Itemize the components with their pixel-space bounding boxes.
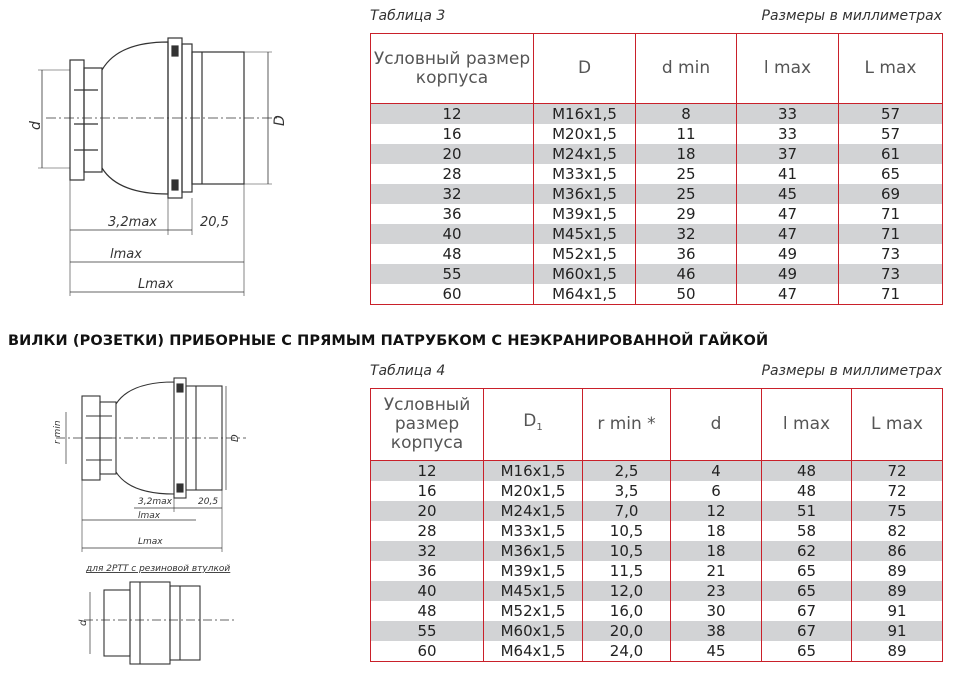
table-cell: M45x1,5 xyxy=(534,224,636,244)
table-cell: 55 xyxy=(371,264,534,284)
table-cell: M16x1,5 xyxy=(484,461,583,482)
table-cell: M24x1,5 xyxy=(484,501,583,521)
drawing2-dim-b: 20,5 xyxy=(198,497,219,507)
table4-header-Lmax: L max xyxy=(852,389,943,461)
table-cell: 36 xyxy=(417,562,437,580)
table-cell: 28 xyxy=(417,522,437,540)
table-cell: 72 xyxy=(852,481,943,501)
table-cell: 8 xyxy=(636,104,737,125)
table3-header-dmin: d min xyxy=(636,34,737,104)
table-cell: 18 xyxy=(671,541,762,561)
table-cell: 28 xyxy=(442,165,462,183)
table-cell: M52x1,5 xyxy=(484,601,583,621)
table-cell: 47 xyxy=(737,204,839,224)
table4-header-lmax: l max xyxy=(762,389,852,461)
table-cell: 12 xyxy=(371,461,484,482)
table-cell: 45 xyxy=(671,641,762,662)
table-row xyxy=(371,224,943,244)
table-row xyxy=(371,164,943,184)
table-cell: 69 xyxy=(839,184,943,204)
drawing2-dim-a: 3,2max xyxy=(138,497,172,507)
table-cell: 21 xyxy=(671,561,762,581)
table-cell: 36 xyxy=(636,244,737,264)
table-cell: 2,5 xyxy=(583,461,671,482)
table-cell: 30 xyxy=(671,601,762,621)
table-cell: 71 xyxy=(839,284,943,305)
table-row xyxy=(371,104,943,125)
table-cell: 60 xyxy=(417,642,437,660)
table3-header-Lmax: L max xyxy=(839,34,943,104)
table-cell: M33x1,5 xyxy=(484,521,583,541)
table-row xyxy=(371,541,943,561)
table4-header-row xyxy=(371,389,943,461)
table4-caption: Таблица 4 xyxy=(370,363,446,379)
table-cell: 86 xyxy=(852,541,943,561)
table-cell: 65 xyxy=(762,581,852,601)
table-cell: M60x1,5 xyxy=(484,621,583,641)
table4-header-d: d xyxy=(671,389,762,461)
table3-caption: Таблица 3 xyxy=(370,8,446,24)
table-cell: M20x1,5 xyxy=(484,481,583,501)
table3-units-note: Размеры в миллиметрах xyxy=(761,8,942,24)
table-cell: 16,0 xyxy=(583,601,671,621)
table-cell: 36 xyxy=(442,205,462,223)
table-cell: 45 xyxy=(737,184,839,204)
table-cell: M16x1,5 xyxy=(534,104,636,125)
table-cell: 75 xyxy=(852,501,943,521)
table-cell: 38 xyxy=(671,621,762,641)
table-cell: 89 xyxy=(852,641,943,662)
table-cell: 12 xyxy=(671,501,762,521)
drawing1-lmax: lmax xyxy=(110,247,142,262)
table-cell: 91 xyxy=(852,601,943,621)
table-row xyxy=(371,581,943,601)
table-cell: 48 xyxy=(417,602,437,620)
table-cell: 33 xyxy=(737,104,839,125)
table-cell: 51 xyxy=(762,501,852,521)
table-cell: 48 xyxy=(442,245,462,263)
table-cell: 61 xyxy=(839,144,943,164)
table-cell: 65 xyxy=(839,164,943,184)
table-cell: 25 xyxy=(636,164,737,184)
drawing1-dim-b: 20,5 xyxy=(200,215,229,230)
table-cell: 82 xyxy=(852,521,943,541)
table-cell: M39x1,5 xyxy=(534,204,636,224)
table-cell: 57 xyxy=(839,124,943,144)
table-cell: 47 xyxy=(737,224,839,244)
table-cell: 32 xyxy=(371,541,484,561)
drawing1-dim-a: 3,2max xyxy=(108,215,157,230)
table-cell: 71 xyxy=(839,224,943,244)
table-row xyxy=(371,124,943,144)
connector-drawing-middle xyxy=(46,372,256,577)
table-cell: 11,5 xyxy=(583,561,671,581)
drawing2-lmax: lmax xyxy=(138,511,161,521)
table-row xyxy=(371,641,943,662)
table3-header-row xyxy=(371,34,943,104)
table3 xyxy=(370,33,943,305)
table-cell: 3,5 xyxy=(583,481,671,501)
table-cell: 60 xyxy=(442,285,462,303)
table-row xyxy=(371,264,943,284)
table-cell: M24x1,5 xyxy=(534,144,636,164)
table-cell: 20 xyxy=(371,144,534,164)
table-cell: 49 xyxy=(737,264,839,284)
drawing2-note: для 2РТТ с резиновой втулкой xyxy=(86,564,231,574)
table-cell: 10,5 xyxy=(583,521,671,541)
table-cell: M36x1,5 xyxy=(534,184,636,204)
table-cell: 18 xyxy=(671,521,762,541)
table-cell: 32 xyxy=(636,224,737,244)
connector-drawing-top xyxy=(28,30,298,300)
table4 xyxy=(370,388,943,662)
table3-header-lmax: l max xyxy=(737,34,839,104)
table4-header-D1: $D_1$ xyxy=(484,389,583,461)
drawing2-rmin-label: r min xyxy=(53,420,63,444)
table-cell: 72 xyxy=(852,461,943,482)
table-row xyxy=(371,284,943,305)
table-cell: 11 xyxy=(636,124,737,144)
table-row xyxy=(371,461,943,482)
drawing2-D-label: D xyxy=(230,434,241,442)
table-cell: 65 xyxy=(762,641,852,662)
table-cell: 73 xyxy=(839,244,943,264)
table-cell: 89 xyxy=(852,561,943,581)
table-cell: 57 xyxy=(839,104,943,125)
table-cell: 67 xyxy=(762,601,852,621)
table-cell: 65 xyxy=(762,561,852,581)
table-cell: 20,0 xyxy=(583,621,671,641)
table-row xyxy=(371,521,943,541)
table-cell: 47 xyxy=(737,284,839,305)
table-cell: 71 xyxy=(839,204,943,224)
table-cell: 6 xyxy=(671,481,762,501)
table-cell: M20x1,5 xyxy=(534,124,636,144)
table-cell: 48 xyxy=(762,461,852,482)
table-cell: 46 xyxy=(636,264,737,284)
table-cell: 16 xyxy=(442,125,462,143)
drawing2-Lmax: Lmax xyxy=(138,537,163,547)
table-cell: 32 xyxy=(371,184,534,204)
drawing3-d-label: d xyxy=(78,619,89,626)
table4-header-D1-subscript: 1 xyxy=(536,422,543,433)
table-cell: 37 xyxy=(737,144,839,164)
table4-units-note: Размеры в миллиметрах xyxy=(761,363,942,379)
table4-header-rmin: r min * xyxy=(583,389,671,461)
table-cell: 48 xyxy=(762,481,852,501)
table-row xyxy=(371,561,943,581)
table-cell: 16 xyxy=(417,482,437,500)
table4-header-size: Условный размер корпуса xyxy=(371,389,484,461)
table-cell: 10,5 xyxy=(583,541,671,561)
table-cell: 33 xyxy=(737,124,839,144)
table-cell: 20 xyxy=(371,501,484,521)
table-cell: M52x1,5 xyxy=(534,244,636,264)
table-row xyxy=(371,244,943,264)
table-row xyxy=(371,621,943,641)
table-cell: 29 xyxy=(636,204,737,224)
table-row xyxy=(371,501,943,521)
table-row xyxy=(371,204,943,224)
table-cell: M36x1,5 xyxy=(484,541,583,561)
table-cell: 50 xyxy=(636,284,737,305)
table-cell: 67 xyxy=(762,621,852,641)
table-cell: 91 xyxy=(852,621,943,641)
drawing1-D-label: D xyxy=(272,115,288,126)
table-row xyxy=(371,184,943,204)
table-row xyxy=(371,481,943,501)
table-cell: M45x1,5 xyxy=(484,581,583,601)
table-cell: 73 xyxy=(839,264,943,284)
drawing1-d-label: d xyxy=(28,121,44,130)
table-cell: 12 xyxy=(371,104,534,125)
table-cell: 58 xyxy=(762,521,852,541)
table-cell: 55 xyxy=(371,621,484,641)
table-cell: 4 xyxy=(671,461,762,482)
table-cell: 49 xyxy=(737,244,839,264)
section-title: ВИЛКИ (РОЗЕТКИ) ПРИБОРНЫЕ С ПРЯМЫМ ПАТРУБКОМ С НЕЭКРАНИРОВАННОЙ ГАЙКОЙ xyxy=(8,333,769,349)
table-cell: 24,0 xyxy=(583,641,671,662)
table-cell: 41 xyxy=(737,164,839,184)
table-cell: M60x1,5 xyxy=(534,264,636,284)
table-cell: 18 xyxy=(636,144,737,164)
table-cell: 40 xyxy=(371,224,534,244)
table-cell: 23 xyxy=(671,581,762,601)
table-cell: M64x1,5 xyxy=(534,284,636,305)
table-cell: M33x1,5 xyxy=(534,164,636,184)
table-cell: 12,0 xyxy=(583,581,671,601)
table-cell: 62 xyxy=(762,541,852,561)
table-cell: M64x1,5 xyxy=(484,641,583,662)
table-cell: 25 xyxy=(636,184,737,204)
drawing1-Lmax: Lmax xyxy=(138,277,174,292)
table-cell: 40 xyxy=(371,581,484,601)
table-row xyxy=(371,601,943,621)
table3-header-size: Условный размер корпуса xyxy=(371,34,534,104)
table-cell: 89 xyxy=(852,581,943,601)
table3-header-D: D xyxy=(534,34,636,104)
table-cell: M39x1,5 xyxy=(484,561,583,581)
connector-drawing-bottom xyxy=(76,574,246,672)
table-cell: 7,0 xyxy=(583,501,671,521)
table-row xyxy=(371,144,943,164)
